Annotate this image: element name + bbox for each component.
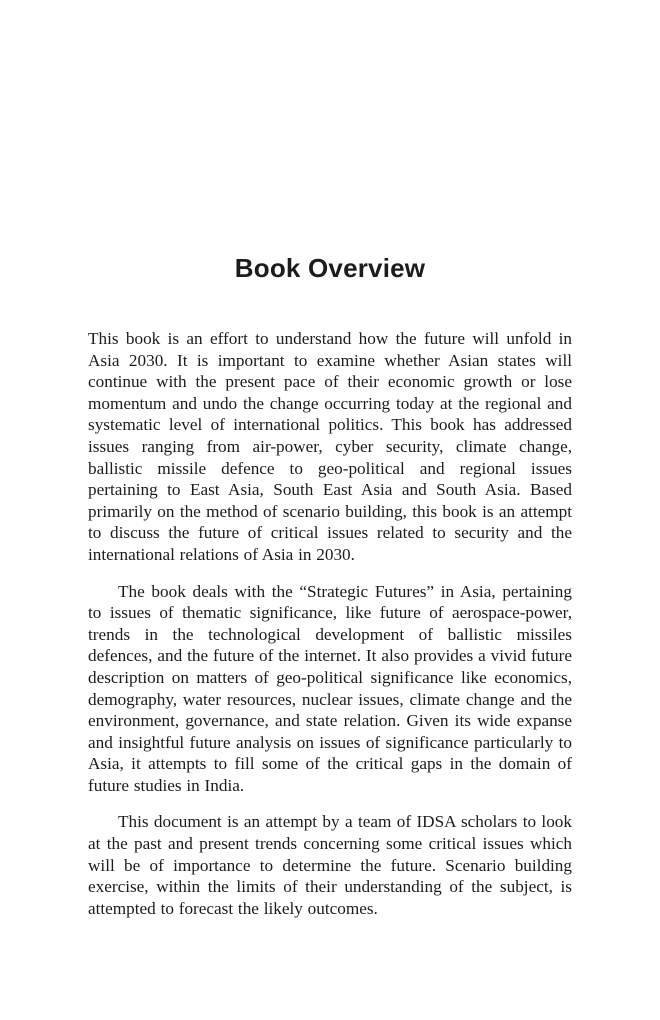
page-body	[0, 328, 660, 919]
paragraph-2: The book deals with the “Strategic Futures” in Asia, pertaining to issues of thematic significance, like future of aerospace-power, trends in the technological development of ballistic missiles defences, and the future of the internet. It also provides a vivid future description on matters of geo-political significance like economics, demography, water resources, nuclear issues, climate change and the environment, governance, and state relation. Given its wide expanse and insightful future analysis on issues of significance particularly to Asia, it attempts to fill some of the critical gaps in the domain of future studies in India.	[88, 581, 572, 795]
paragraph-3: This document is an attempt by a team of IDSA scholars to look at the past and present trends concerning some critical issues which will be of importance to determine the future. Scenario building exercise, within the limits of their understanding of the subject, is attempted to forecast the likely outcomes.	[88, 812, 572, 918]
paragraph-1: This book is an effort to understand how the future will unfold in Asia 2030. It is important to examine whether Asian states will continue with the present pace of their economic growth or lose momentum and undo the change occurring today at the regional and systematic level of international politics. This book has addressed issues ranging from air-power, cyber security, climate change, ballistic missile defence to geo-political and regional issues pertaining to East Asia, South East Asia and South Asia. Based primarily on the method of scenario building, this book is an attempt to discuss the future of critical issues related to security and the international relations of Asia in 2030.	[88, 329, 572, 564]
page-title: Book Overview	[234, 253, 426, 283]
